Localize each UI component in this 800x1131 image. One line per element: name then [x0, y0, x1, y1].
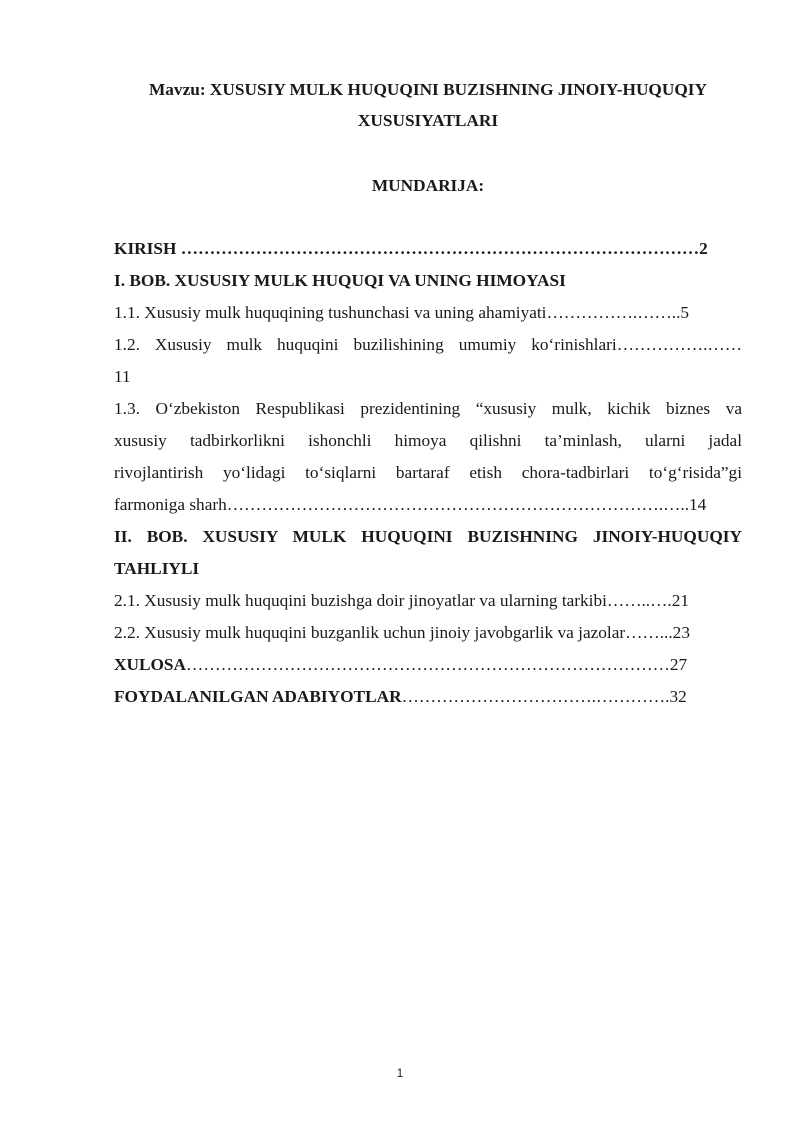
document-title — [100, 74, 756, 136]
toc-chapter-2-line-1[interactable]: II. BOB. XUSUSIY MULK HUQUQINI BUZISHNING JINOIY-HUQUQIY — [114, 527, 742, 546]
toc-entry-2-2[interactable]: 2.2. Xususiy mulk huquqini buzganlik uchun jinoiy javobgarlik va jazolar……...23 — [114, 623, 690, 642]
toc-entry-xulosa[interactable] — [114, 649, 742, 681]
toc-entry-1-3-line-4[interactable]: farmoniga sharh………………………………………………………………….…..14 — [114, 495, 707, 514]
toc-entry-kirish-text: KIRISH ………………………………………………………………………………2 — [114, 239, 708, 258]
toc-entry-1-3-line-2[interactable]: xususiy tadbirkorlikni ishonchli himoya qilishni ta’minlash, ularni jadal — [114, 431, 742, 450]
toc-entry-1-2-line-1[interactable]: 1.2. Xususiy mulk huquqini buzilishining umumiy ko‘rinishlari…………….…… — [114, 335, 742, 354]
table-of-contents — [114, 233, 742, 713]
toc-entry-adabiyotlar-dots: …………………………….………….32 — [401, 687, 687, 706]
toc-entry-2-1[interactable]: 2.1. Xususiy mulk huquqini buzishga doir jinoyatlar va ularning tarkibi……..….21 — [114, 591, 690, 610]
toc-entry-xulosa-label: XULOSA — [114, 655, 187, 674]
toc-entry-adabiyotlar[interactable] — [114, 681, 742, 713]
toc-entry-xulosa-dots: …………………………………………………………………………27 — [186, 655, 688, 674]
toc-chapter-2-line-2[interactable]: TAHLIYLI — [114, 559, 200, 578]
toc-entry-1-2-line-2[interactable]: 11 — [114, 367, 131, 386]
toc-heading: MUNDARIJA: — [371, 176, 485, 195]
title-line-2: XUSUSIYATLARI — [357, 111, 499, 130]
toc-entry-1-3-line-3[interactable]: rivojlantirish yo‘lidagi to‘siqlarni bartaraf etish chora-tadbirlari to‘g‘risida”gi — [114, 463, 742, 482]
toc-entry-1-1[interactable]: 1.1. Xususiy mulk huquqining tushunchasi va uning ahamiyati…………….……..5 — [114, 303, 690, 322]
toc-entry-kirish[interactable] — [114, 233, 742, 265]
page-number: 1 — [396, 1066, 404, 1080]
title-line-1: Mavzu: XUSUSIY MULK HUQUQINI BUZISHNING JINOIY-HUQUQIY — [148, 80, 708, 99]
toc-entry-adabiyotlar-label: FOYDALANILGAN ADABIYOTLAR — [114, 687, 402, 706]
toc-entry-1-3-line-1[interactable]: 1.3. O‘zbekiston Respublikasi prezidentining “xususiy mulk, kichik biznes va — [114, 399, 742, 418]
toc-chapter-1[interactable]: I. BOB. XUSUSIY MULK HUQUQI VA UNING HIMOYASI — [114, 271, 566, 290]
